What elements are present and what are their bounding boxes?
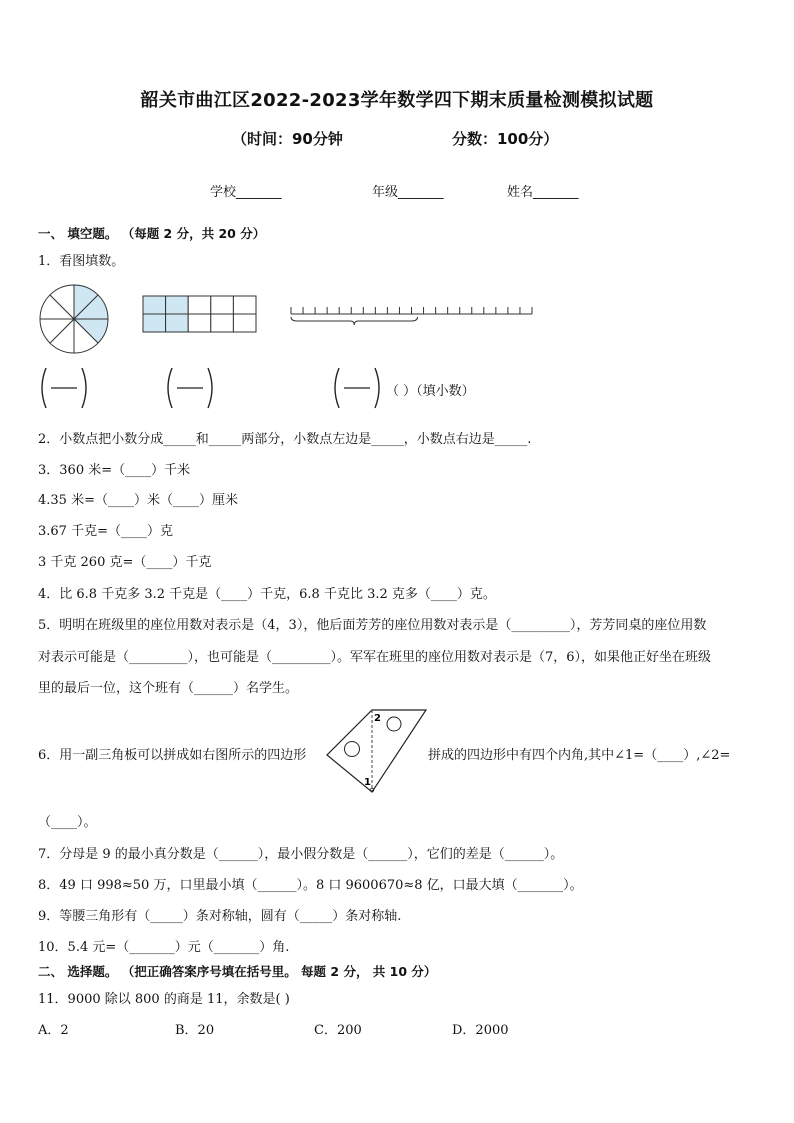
grid-cell bbox=[143, 296, 166, 314]
question-5-line-1: 5．明明在班级里的座位用数对表示是（4，3），他后面芳芳的座位用数对表示是（_________），芳芳同桌的座位用数 bbox=[38, 618, 707, 633]
question-3a: 3．360 米=（____）千米 bbox=[38, 463, 191, 478]
question-6-part-a: 6．用一副三角板可以拼成如右图所示的四边形 bbox=[38, 748, 307, 763]
angle-label-2: 2 bbox=[374, 713, 381, 724]
question-2: 2．小数点把小数分成_____和_____两部分，小数点左边是_____，小数点右边是_____. bbox=[38, 432, 532, 447]
question-9: 9．等腰三角形有（_____）条对称轴，圆有（_____）条对称轴. bbox=[38, 909, 402, 924]
number-line-brace bbox=[291, 317, 418, 325]
question-7: 7．分母是 9 的最小真分数是（______），最小假分数是（______），它们的差是（______）。 bbox=[38, 847, 564, 862]
fraction-answer-1[interactable] bbox=[38, 366, 90, 410]
question-5-line-2: 对表示可能是（_________），也可能是（_________）。军军在班里的座位用数对表示是（7，6），如果他正好坐在班级 bbox=[38, 650, 712, 665]
question-10: 10．5.4 元=（_______）元（_______）角. bbox=[38, 940, 290, 955]
grid-cell bbox=[143, 314, 166, 332]
set-square-quadrilateral-figure bbox=[324, 707, 430, 795]
question-5-line-3: 里的最后一位，这个班有（______）名学生。 bbox=[38, 681, 299, 696]
question-8: 8．49 口 998≈50 万，口里最小填（______）。8 口 9600670≈8 亿，口最大填（_______）。 bbox=[38, 878, 583, 893]
fraction-answer-2[interactable] bbox=[164, 366, 216, 410]
angle-label-1: 1 bbox=[364, 777, 371, 788]
school-field[interactable]: 学校_______ bbox=[210, 185, 282, 200]
name-field[interactable]: 姓名_______ bbox=[507, 185, 579, 200]
exam-score: 分数：100分） bbox=[452, 130, 559, 148]
option-a[interactable]: A．2 bbox=[38, 1023, 69, 1038]
grid-cell bbox=[211, 314, 234, 332]
fraction-grid-figure bbox=[142, 295, 258, 333]
question-4: 4．比 6.8 千克多 3.2 千克是（____）千克，6.8 千克比 3.2 克多（____）克。 bbox=[38, 587, 496, 602]
fraction-circle-figure bbox=[38, 283, 110, 355]
grid-cell bbox=[233, 296, 256, 314]
page-title: 韶关市曲江区2022-2023学年数学四下期末质量检测模拟试题 bbox=[140, 90, 654, 111]
question-6-part-c: （____）。 bbox=[38, 815, 97, 830]
section-fill-blank: 一、 填空题。 （每题 2 分，共 20 分） bbox=[38, 226, 266, 241]
exam-time: （时间：90分钟 bbox=[232, 130, 343, 148]
grade-field[interactable]: 年级_______ bbox=[372, 185, 444, 200]
question-3b: 4.35 米=（____）米（____）厘米 bbox=[38, 493, 238, 508]
grid-cell bbox=[166, 314, 189, 332]
question-6-part-b: 拼成的四边形中有四个内角,其中∠1=（____）,∠2= bbox=[428, 748, 731, 763]
number-line-figure bbox=[288, 300, 536, 328]
decimal-answer-blank[interactable]: （ ）（填小数） bbox=[386, 384, 475, 399]
grid-cell bbox=[188, 314, 211, 332]
option-c[interactable]: C．200 bbox=[314, 1023, 362, 1038]
question-3d: 3 千克 260 克=（____）千克 bbox=[38, 555, 212, 570]
option-d[interactable]: D．2000 bbox=[452, 1023, 509, 1038]
grid-cell bbox=[211, 296, 234, 314]
question-1: 1．看图填数。 bbox=[38, 254, 125, 269]
section-multiple-choice: 二、 选择题。 （把正确答案序号填在括号里。 每题 2 分， 共 10 分） bbox=[38, 964, 437, 979]
option-b[interactable]: B．20 bbox=[175, 1023, 215, 1038]
fraction-answer-3[interactable] bbox=[331, 366, 383, 410]
grid-cell bbox=[233, 314, 256, 332]
grid-cell bbox=[166, 296, 189, 314]
question-11: 11．9000 除以 800 的商是 11，余数是( ) bbox=[38, 992, 290, 1007]
question-3c: 3.67 千克=（____）克 bbox=[38, 524, 173, 539]
grid-cell bbox=[188, 296, 211, 314]
